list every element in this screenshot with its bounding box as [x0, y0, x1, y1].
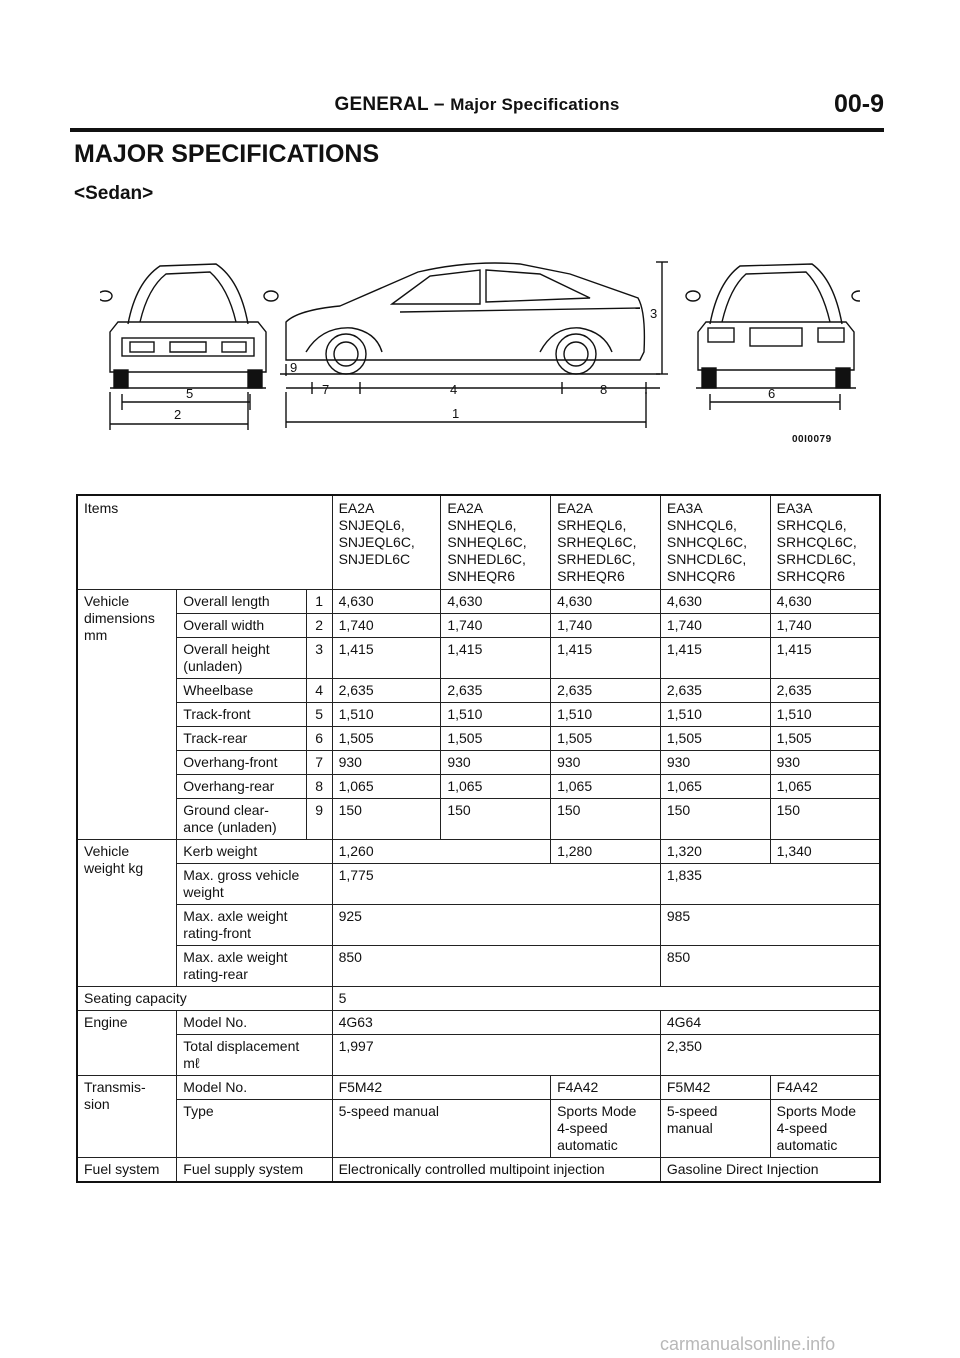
side-view: [280, 262, 668, 428]
table-cell: F5M42: [332, 1076, 551, 1100]
table-cell: 1,740: [332, 614, 441, 638]
row-label: Seating capacity: [77, 987, 332, 1011]
table-row: [77, 590, 880, 614]
row-num: 3: [306, 638, 332, 679]
table-cell: 1,340: [770, 840, 880, 864]
table-cell: 925: [332, 905, 660, 946]
table-cell: 1,415: [332, 638, 441, 679]
table-row: [77, 987, 880, 1011]
table-row: [77, 799, 880, 840]
dim-label-4: 4: [450, 382, 458, 397]
dim-label-5: 5: [186, 386, 194, 401]
dim-label-9: 9: [290, 360, 298, 375]
row-num: 4: [306, 679, 332, 703]
table-cell: Gasoline Direct Injection: [660, 1158, 880, 1183]
row-label: Total displacement mℓ: [177, 1035, 332, 1076]
dim-label-3: 3: [650, 306, 658, 321]
table-cell: 4,630: [660, 590, 770, 614]
car-dimension-drawing: [100, 252, 860, 448]
row-label: Overhang-front: [177, 751, 306, 775]
table-cell: 930: [441, 751, 551, 775]
table-cell: 4G63: [332, 1011, 660, 1035]
table-cell: 1,415: [551, 638, 661, 679]
table-cell: 1,740: [551, 614, 661, 638]
table-cell: 1,260: [332, 840, 551, 864]
dim-label-2: 2: [174, 407, 182, 422]
table-row: [77, 703, 880, 727]
table-row: [77, 614, 880, 638]
table-cell: 1,510: [441, 703, 551, 727]
page-number: 00-9: [833, 90, 884, 118]
table-cell: 1,510: [770, 703, 880, 727]
model-col-2: EA2A SNHEQL6, SNHEQL6C, SNHEDL6C, SNHEQR6: [441, 495, 551, 590]
row-label: Type: [177, 1100, 332, 1158]
row-num: 6: [306, 727, 332, 751]
row-label: Model No.: [177, 1011, 332, 1035]
table-cell: 150: [551, 799, 661, 840]
table-cell: F4A42: [770, 1076, 880, 1100]
weight-group-label: Vehicle weight kg: [77, 840, 177, 987]
table-cell: 930: [332, 751, 441, 775]
table-cell: 5-speed manual: [332, 1100, 551, 1158]
table-row: [77, 1035, 880, 1076]
table-cell: 1,415: [660, 638, 770, 679]
table-row: [77, 638, 880, 679]
table-cell: Sports Mode 4-speed automatic: [551, 1100, 661, 1158]
row-label: Wheelbase: [177, 679, 306, 703]
table-cell: 930: [770, 751, 880, 775]
table-cell: 1,775: [332, 864, 660, 905]
model-col-3: EA2A SRHEQL6, SRHEQL6C, SRHEDL6C, SRHEQR6: [551, 495, 661, 590]
table-cell: 850: [332, 946, 660, 987]
row-label: Overall height (unladen): [177, 638, 306, 679]
table-cell: 985: [660, 905, 880, 946]
table-cell: 1,280: [551, 840, 661, 864]
table-cell: 2,635: [551, 679, 661, 703]
table-cell: 150: [332, 799, 441, 840]
row-label: Max. axle weight rating-rear: [177, 946, 332, 987]
table-cell: 850: [660, 946, 880, 987]
table-row: [77, 864, 880, 905]
table-cell: 2,635: [660, 679, 770, 703]
table-row: [77, 1011, 880, 1035]
dimensions-group-label: Vehicle dimensions mm: [77, 590, 177, 840]
row-num: 7: [306, 751, 332, 775]
table-cell: 1,065: [332, 775, 441, 799]
table-cell: 1,415: [441, 638, 551, 679]
table-cell: 2,350: [660, 1035, 880, 1076]
table-cell: 1,065: [660, 775, 770, 799]
table-cell: 1,510: [332, 703, 441, 727]
table-cell: Sports Mode 4-speed automatic: [770, 1100, 880, 1158]
table-cell: Electronically controlled multipoint injection: [332, 1158, 660, 1183]
table-cell: 1,510: [660, 703, 770, 727]
row-label: Max. gross vehicle weight: [177, 864, 332, 905]
row-label: Track-rear: [177, 727, 306, 751]
model-col-4: EA3A SNHCQL6, SNHCQL6C, SNHCDL6C, SNHCQR6: [660, 495, 770, 590]
row-num: 1: [306, 590, 332, 614]
dim-label-6: 6: [768, 386, 776, 401]
row-label: Overhang-rear: [177, 775, 306, 799]
row-num: 5: [306, 703, 332, 727]
table-cell: 1,510: [551, 703, 661, 727]
row-label: Model No.: [177, 1076, 332, 1100]
table-row: [77, 1076, 880, 1100]
table-row: [77, 840, 880, 864]
row-label: Ground clear- ance (unladen): [177, 799, 306, 840]
table-cell: 930: [551, 751, 661, 775]
table-cell: 1,997: [332, 1035, 660, 1076]
specifications-table: [76, 494, 881, 1183]
row-label: Track-front: [177, 703, 306, 727]
header-section: GENERAL: [334, 94, 429, 115]
table-cell: 1,740: [660, 614, 770, 638]
model-col-1: EA2A SNJEQL6, SNJEQL6C, SNJEDL6C: [332, 495, 441, 590]
watermark: carmanualsonline.info: [660, 1334, 836, 1354]
table-row: [77, 751, 880, 775]
table-cell: 4,630: [551, 590, 661, 614]
row-label: Max. axle weight rating-front: [177, 905, 332, 946]
dimension-figure: [100, 252, 860, 448]
table-cell: 1,415: [770, 638, 880, 679]
table-row: [77, 727, 880, 751]
table-row: [77, 775, 880, 799]
table-cell: 5: [332, 987, 880, 1011]
items-header: Items: [77, 495, 332, 590]
table-cell: 1,740: [770, 614, 880, 638]
table-cell: 1,505: [551, 727, 661, 751]
header-title: [70, 94, 884, 116]
table-cell: 4,630: [770, 590, 880, 614]
row-num: 2: [306, 614, 332, 638]
table-cell: 4G64: [660, 1011, 880, 1035]
table-row: [77, 905, 880, 946]
row-label: Fuel supply system: [177, 1158, 332, 1183]
model-col-5: EA3A SRHCQL6, SRHCQL6C, SRHCDL6C, SRHCQR6: [770, 495, 880, 590]
table-row: [77, 1100, 880, 1158]
table-cell: 1,065: [551, 775, 661, 799]
row-label: Overall length: [177, 590, 306, 614]
header-dash: –: [433, 94, 445, 115]
dim-label-7: 7: [322, 382, 330, 397]
row-label: Overall width: [177, 614, 306, 638]
page-header: [70, 88, 884, 132]
table-cell: 5-speed manual: [660, 1100, 770, 1158]
table-header-row: [77, 495, 880, 590]
table-cell: 1,505: [332, 727, 441, 751]
variant-label: <Sedan>: [74, 183, 154, 204]
table-cell: 930: [660, 751, 770, 775]
table-cell: 1,505: [770, 727, 880, 751]
row-num: 8: [306, 775, 332, 799]
table-cell: F4A42: [551, 1076, 661, 1100]
table-row: [77, 946, 880, 987]
table-cell: 1,835: [660, 864, 880, 905]
table-cell: 150: [441, 799, 551, 840]
table-cell: 4,630: [332, 590, 441, 614]
dim-label-8: 8: [600, 382, 608, 397]
front-view: [100, 264, 278, 430]
page-title: MAJOR SPECIFICATIONS: [74, 140, 380, 168]
table-cell: 1,065: [770, 775, 880, 799]
figure-code: 00I0079: [792, 434, 832, 445]
table-cell: 1,740: [441, 614, 551, 638]
table-cell: 1,505: [441, 727, 551, 751]
table-cell: 2,635: [332, 679, 441, 703]
table-cell: 150: [770, 799, 880, 840]
table-cell: F5M42: [660, 1076, 770, 1100]
row-label: Kerb weight: [177, 840, 332, 864]
table-cell: 2,635: [770, 679, 880, 703]
fuel-group-label: Fuel system: [77, 1158, 177, 1183]
table-cell: 2,635: [441, 679, 551, 703]
header-subtitle: Major Specifications: [450, 95, 620, 114]
table-row: [77, 679, 880, 703]
table-cell: 1,065: [441, 775, 551, 799]
transmission-group-label: Transmis- sion: [77, 1076, 177, 1158]
table-cell: 4,630: [441, 590, 551, 614]
engine-group-label: Engine: [77, 1011, 177, 1076]
dim-label-1: 1: [452, 406, 460, 421]
table-cell: 1,505: [660, 727, 770, 751]
table-cell: 150: [660, 799, 770, 840]
table-cell: 1,320: [660, 840, 770, 864]
row-num: 9: [306, 799, 332, 840]
table-row: [77, 1158, 880, 1183]
